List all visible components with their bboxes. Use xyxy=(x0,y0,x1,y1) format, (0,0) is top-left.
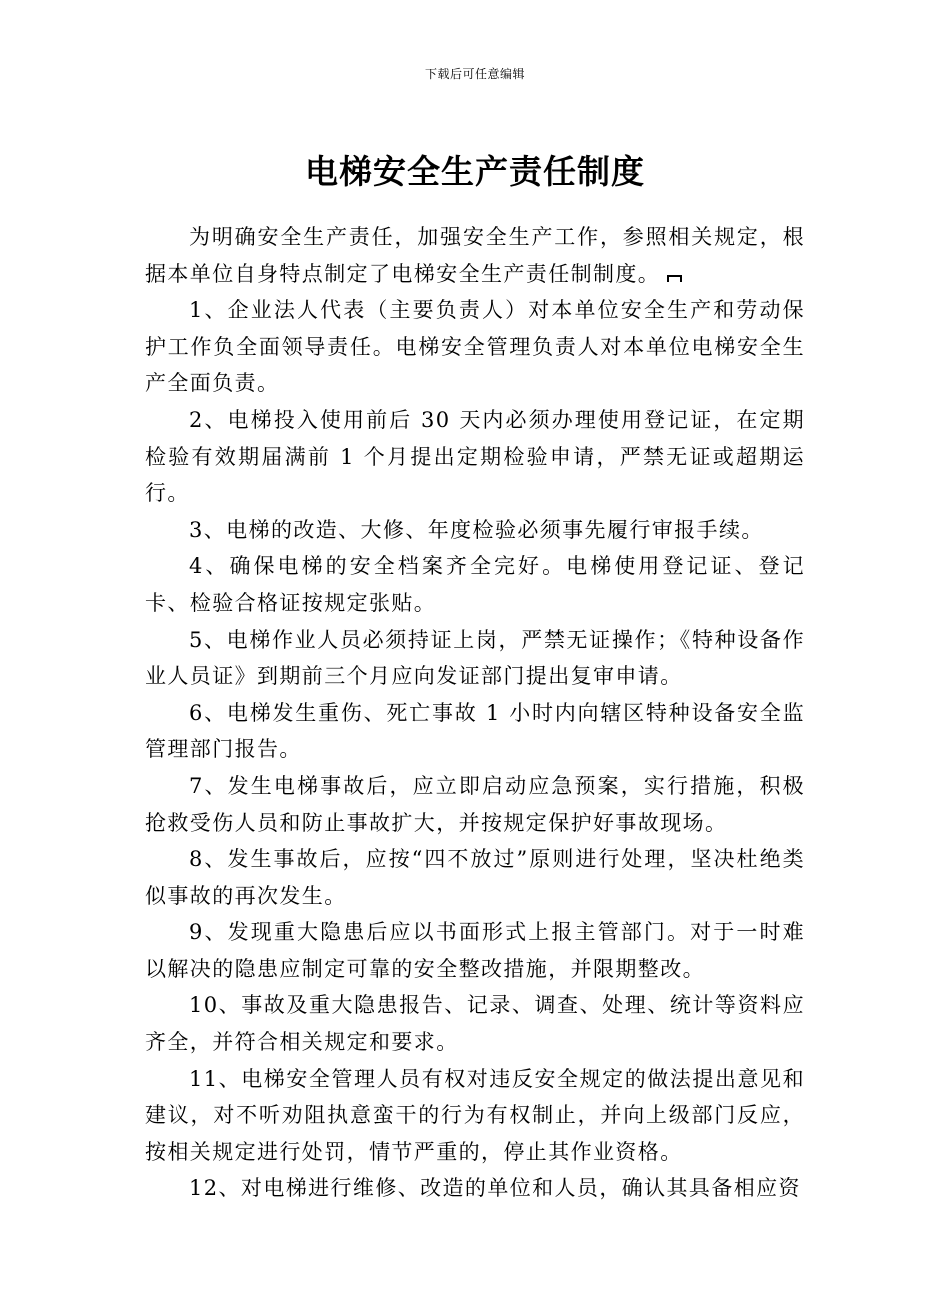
rule-paragraph-10: 10、事故及重大隐患报告、记录、调查、处理、统计等资料应齐全，并符合相关规定和要求。 xyxy=(145,993,805,1055)
header-note: 下载后可任意编辑 xyxy=(424,67,525,81)
rule-paragraph-11: 11、电梯安全管理人员有权对违反安全规定的做法提出意见和建议，对不听劝阻执意蛮干的行为有权制止，并向上级部门反应，按相关规定进行处罚，情节严重的，停止其作业资格。 xyxy=(145,1066,805,1164)
rule-paragraph-3: 3、电梯的改造、大修、年度检验必须事先履行审报手续。 xyxy=(189,517,764,542)
bracket-mark-icon xyxy=(666,271,684,283)
rule-paragraph-1: 1、企业法人代表（主要负责人）对本单位安全生产和劳动保护工作负全面领导责任。电梯安全管理负责人对本单位电梯安全生产全面负责。 xyxy=(145,298,805,396)
rule-paragraph-9: 9、发现重大隐患后应以书面形式上报主管部门。对于一时难以解决的隐患应制定可靠的安全整改措施，并限期整改。 xyxy=(145,920,805,981)
rule-paragraph-5: 5、电梯作业人员必须持证上岗，严禁无证操作；《特种设备作业人员证》到期前三个月应向发证部门提出复审申请。 xyxy=(145,627,805,689)
rule-paragraph-6: 6、电梯发生重伤、死亡事故 1 小时内向辖区特种设备安全监管理部门报告。 xyxy=(145,700,805,762)
document-body xyxy=(145,219,805,1207)
document-title: 电梯安全生产责任制度 xyxy=(305,152,645,191)
rule-paragraph-8: 8、发生事故后，应按“四不放过”原则进行处理，坚决杜绝类似事故的再次发生。 xyxy=(145,847,805,908)
intro-paragraph xyxy=(145,219,805,292)
rule-paragraph-2: 2、电梯投入使用前后 30 天内必须办理使用登记证，在定期检验有效期届满前 1 个月提出定期检验申请，严禁无证或超期运行。 xyxy=(145,407,805,506)
intro-text: 为明确安全生产责任，加强安全生产工作，参照相关规定，根据本单位自身特点制定了电梯安全生产责任制制度。 xyxy=(145,225,805,286)
rule-paragraph-7: 7、发生电梯事故后，应立即启动应急预案，实行措施，积极抢救受伤人员和防止事故扩大，并按规定保护好事故现场。 xyxy=(145,773,805,835)
rule-paragraph-4: 4、确保电梯的安全档案齐全完好。电梯使用登记证、登记卡、检验合格证按规定张贴。 xyxy=(145,554,805,615)
rule-paragraph-12: 12、对电梯进行维修、改造的单位和人员，确认其具备相应资 xyxy=(189,1176,801,1201)
